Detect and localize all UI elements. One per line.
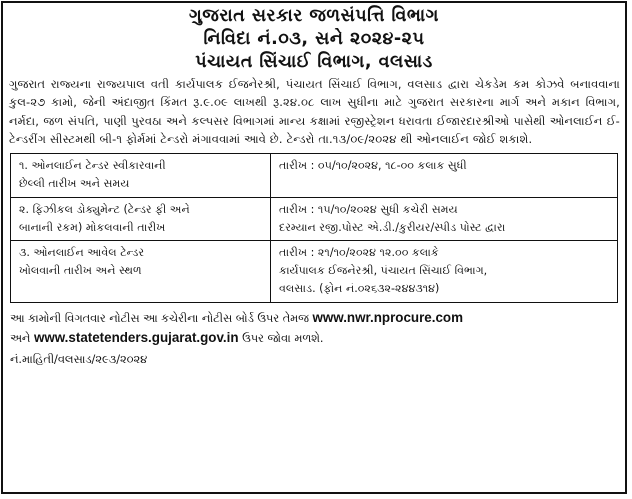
notice-footer [10, 308, 620, 370]
schedule-item-cell [11, 241, 271, 303]
table-row [11, 154, 618, 197]
schedule-item-text: ૧. ઓનલાઈન ટેન્ડર સ્વીકારવાની [19, 159, 166, 173]
footer-text: આ કામોની વિગતવાર નોટીસ આ કચેરીના નોટીસ બોર્ડ ઉપર તેમજ [10, 311, 313, 325]
schedule-item-cell [11, 154, 271, 197]
notice-body-text: ગુજરાત રાજ્યના રાજ્યપાલ વતી કાર્યપાલક ઈજનેરશ્રી, પંચાયત સિંચાઈ વિભાગ, વલસાડ દ્વારા ચેકડેમ કમ કોઝવે બનાવવાના કુલ-૨૭ કામો, જેની અંદાજીત કિંમત રૂ.૯.૦૯ લાખથી રૂ.૨૪.૦૮ લાખ સુધીના માટે ગુજરાત સરકારના માર્ગ અને મકાન વિભાગ, નર્મદા, જળ સંપતિ, પાણી પુરવઠા અને કલ્પસર વિભાગમાં માન્ય કક્ષામાં રજીસ્ટ્રેશન ધરાવતા ઈજારદારશ્રીઓ પાસેથી ઓનલાઈન ઈ-ટેન્ડરીંગ સીસ્ટમથી બી-૧ ફોર્મમાં ટેન્ડરો મંગાવવામાં આવે છે. ટેન્ડરો તા.૧૩/૦૯/૨૦૨૪ થી ઓનલાઈન જોઈ શકાશે. [9, 77, 620, 146]
schedule-item-text: ૨. ફિઝીકલ ડોક્યુમેન્ટ (ટેન્ડર ફી અને [19, 202, 190, 216]
table-row [11, 197, 618, 240]
schedule-detail-text: તારીખ : ૧૫/૧૦/૨૦૨૪ સુધી કચેરી સમય [279, 202, 458, 216]
schedule-detail-text: વલસાડ. (ફોન નં.૦૨૬૩૨-૨૪૪૩૧૪) [279, 282, 440, 296]
schedule-item-text: છેલ્લી તારીખ અને સમય [19, 177, 130, 191]
nprocure-link[interactable]: www.nwr.nprocure.com [312, 309, 463, 325]
schedule-detail-cell [271, 241, 618, 303]
schedule-item-text: ખોલવાની તારીખ અને સ્થળ [19, 264, 142, 278]
schedule-item-text: ૩. ઓનલાઈન આવેલ ટેન્ડર [19, 246, 145, 259]
footer-text: અને [10, 332, 34, 346]
schedule-item-cell [11, 197, 271, 240]
schedule-detail-text: દરમ્યાન રજી.પોસ્ટ એ.ડી./કુરીયર/સ્પીડ પોસ્ટ દ્વારા [279, 220, 506, 234]
schedule-detail-text: તારીખ : ૦૫/૧૦/૨૦૨૪, ૧૮-૦૦ કલાક સુધી [279, 159, 467, 173]
statetenders-link[interactable]: www.statetenders.gujarat.gov.in [33, 330, 239, 346]
schedule-detail-cell [271, 154, 618, 197]
reference-number: નં.માહિતી/વલસાડ/૨૯૩/૨૦૨૪ [10, 352, 148, 366]
schedule-detail-text: કાર્યપાલક ઈજનેરશ્રી, પંચાયત સિંચાઈ વિભાગ, [279, 264, 488, 278]
schedule-item-text: બાનાની રકમ) મોકલવાની તારીખ [19, 220, 166, 234]
department-heading: ગુજરાત સરકાર જળસંપત્તિ વિભાગ [189, 6, 439, 26]
office-heading: પંચાયત સિંચાઈ વિભાગ, વલસાડ [195, 52, 433, 72]
footer-text: ઉપર જોવા મળશે. [238, 332, 324, 346]
footer-line-1 [10, 308, 620, 329]
tender-schedule-table [10, 153, 618, 302]
tender-notice [1, 1, 627, 494]
schedule-detail-cell [271, 197, 618, 240]
footer-line-2 [10, 328, 620, 349]
table-row [11, 241, 618, 303]
schedule-detail-text: તારીખ : ૨૧/૧૦/૨૦૨૪ ૧૨.૦૦ કલાકે [279, 246, 439, 259]
tender-number-heading: નિવિદા નં.૦૩, સને ૨૦૨૪-૨૫ [203, 29, 425, 49]
